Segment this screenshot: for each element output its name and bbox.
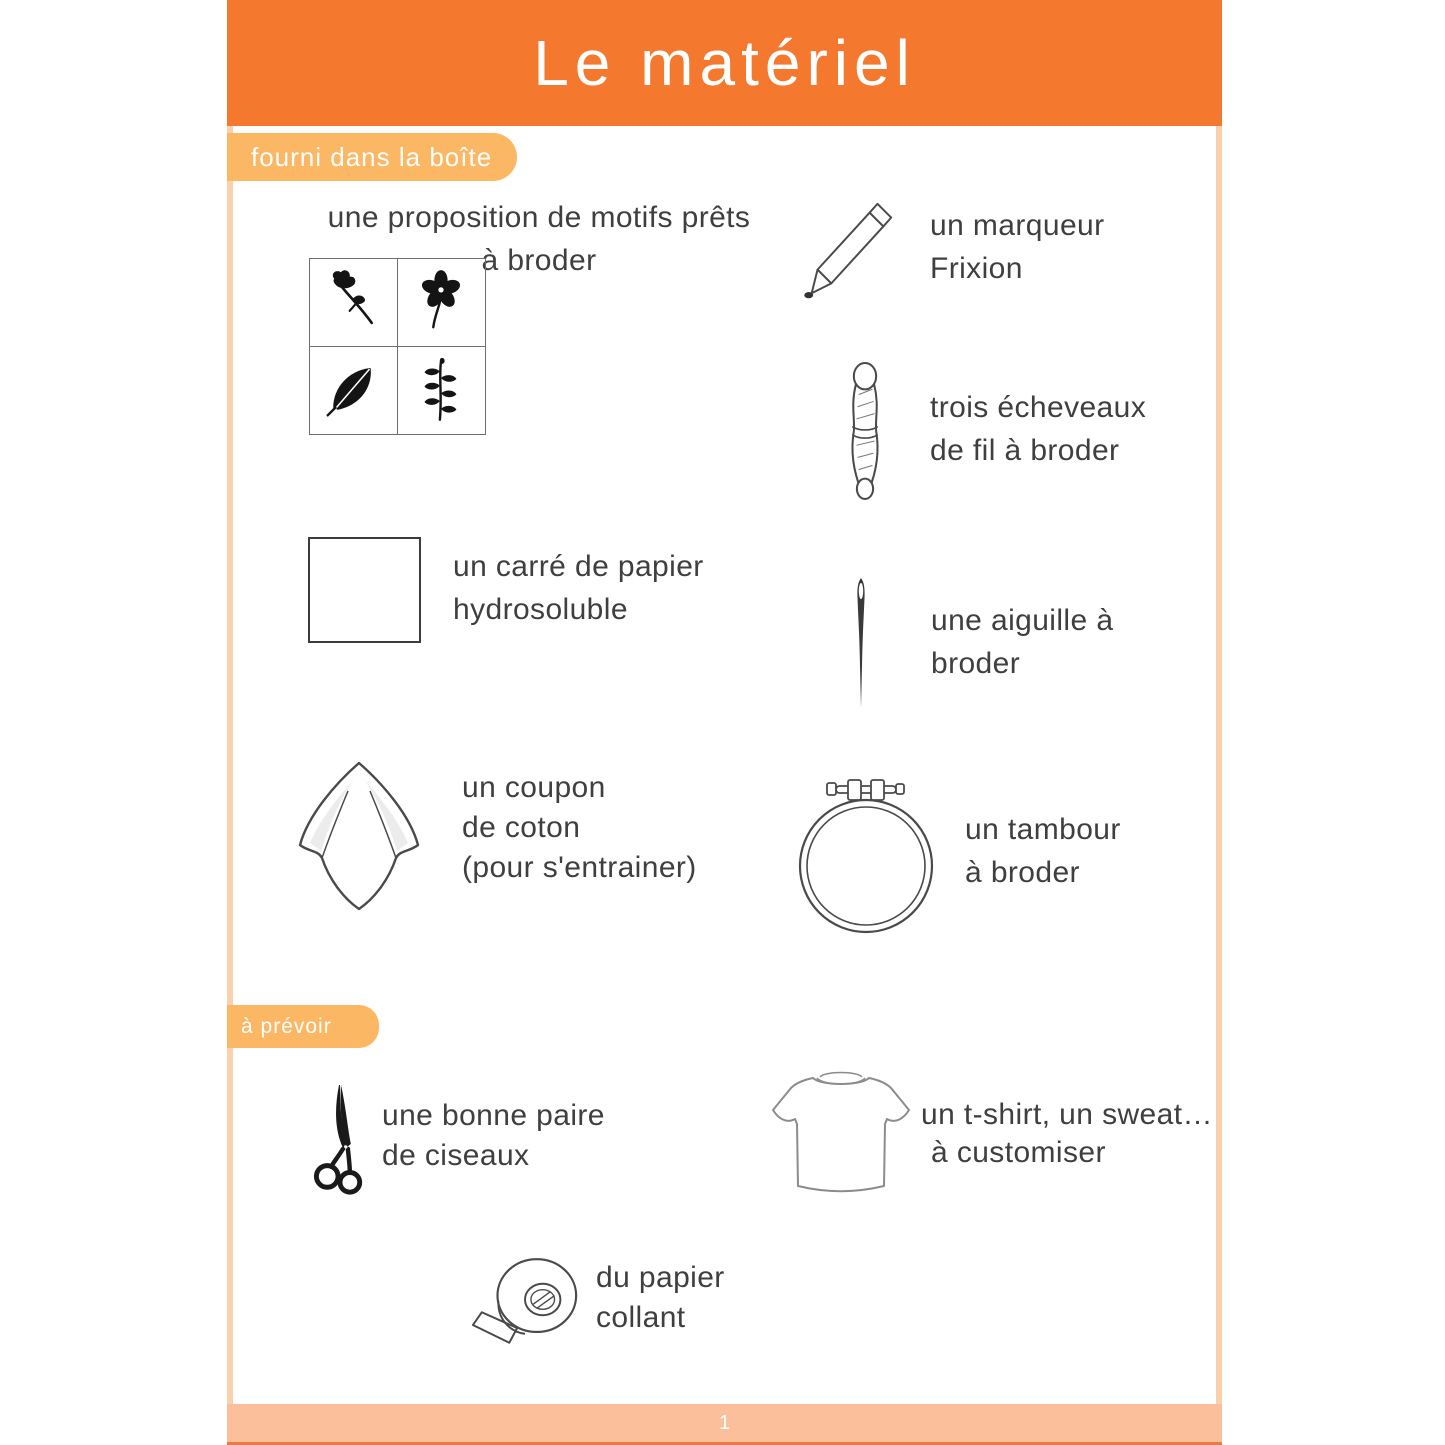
floss-label: trois écheveaux de fil à broder — [930, 391, 1147, 467]
right-border — [1216, 126, 1222, 1445]
embroidery-hoop-icon — [790, 770, 942, 941]
page-title: Le matériel — [533, 27, 916, 99]
tshirt-icon — [765, 1068, 917, 1205]
motifs-grid-icon — [309, 258, 486, 435]
marker-label: un marqueur Frixion — [930, 209, 1105, 285]
motif-rose-sprig-icon — [310, 259, 398, 347]
scissors-icon — [310, 1082, 372, 1207]
scissors-label: une bonne paire de ciseaux — [382, 1099, 605, 1172]
page-header — [227, 0, 1222, 126]
tape-roll-icon — [468, 1250, 584, 1352]
left-border — [227, 126, 233, 1445]
needle-icon — [852, 576, 870, 715]
hoop-label: un tambour à broder — [965, 813, 1121, 889]
motifs-label: une proposition de motifs prêts à broder — [327, 201, 751, 277]
cotton-coupon-icon — [288, 757, 430, 926]
needle-label: une aiguille à broder — [931, 604, 1114, 680]
section-badge-provided — [227, 133, 517, 181]
motif-leaf-icon — [310, 347, 398, 435]
tshirt-label: un t-shirt, un sweat… à customiser — [921, 1098, 1213, 1169]
floss-skein-icon — [838, 360, 892, 509]
paper-square-icon — [308, 537, 421, 643]
footer-bar — [227, 1404, 1222, 1442]
cotton-label: un coupon de coton (pour s'entrainer) — [462, 771, 697, 884]
section-badge-to-provide-label: à prévoir — [241, 1014, 332, 1038]
tape-label: du papier collant — [596, 1261, 725, 1334]
paper-label: un carré de papier hydrosoluble — [453, 550, 704, 626]
marker-pen-icon — [793, 196, 901, 309]
page-number: 1 — [718, 1411, 731, 1434]
section-badge-to-provide — [227, 1005, 379, 1048]
motif-flower-icon — [398, 259, 486, 347]
motif-sprig-icon — [398, 347, 486, 435]
section-badge-provided-label: fourni dans la boîte — [251, 141, 493, 172]
